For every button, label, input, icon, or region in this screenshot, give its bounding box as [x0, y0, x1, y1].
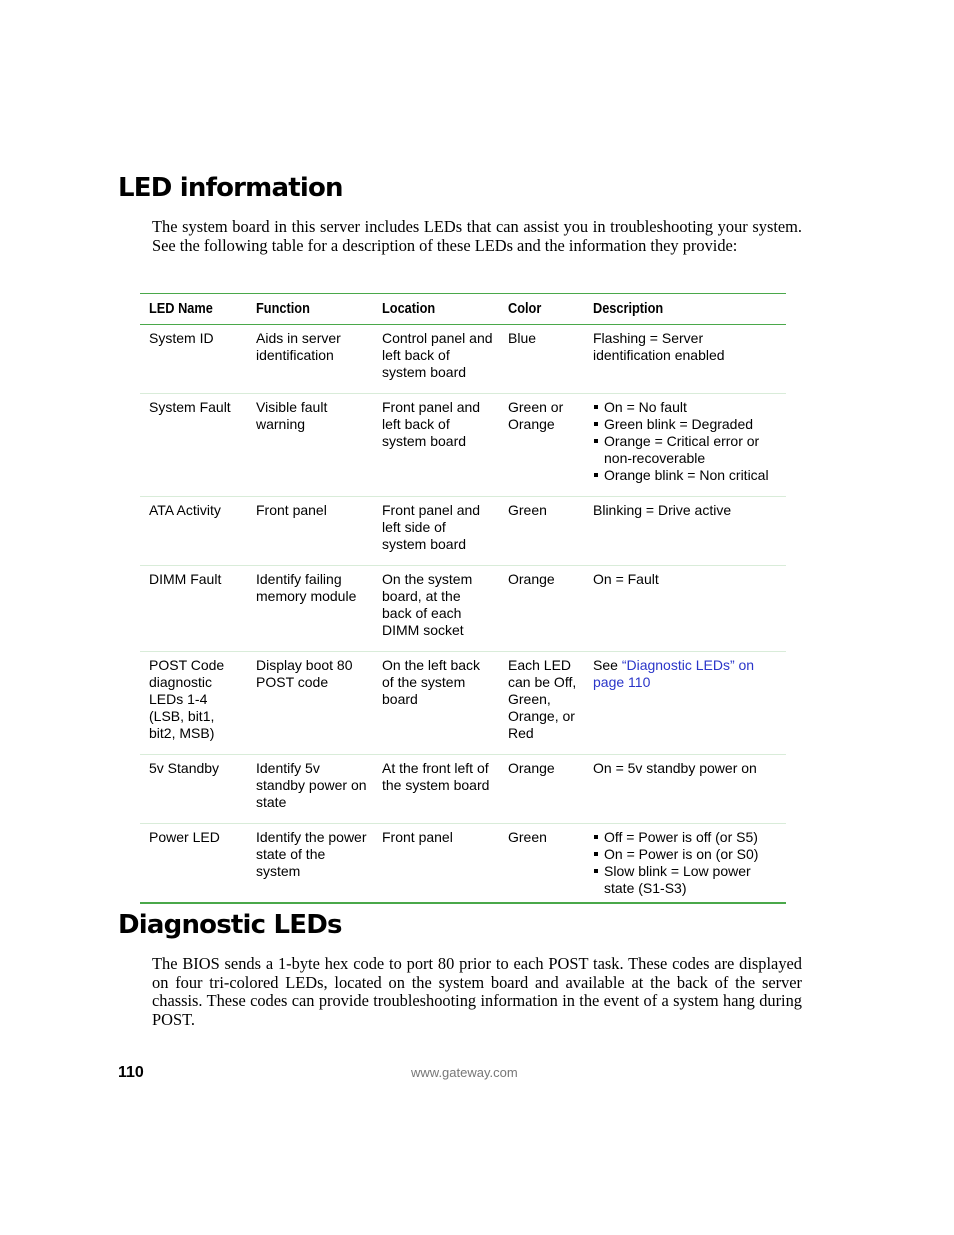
- cell-led-name: POST Code diagnostic LEDs 1-4 (LSB, bit1, bit2, MSB): [140, 652, 247, 755]
- header-description: Description: [584, 294, 786, 325]
- cell-location: Front panel and left back of system board: [373, 394, 499, 497]
- cell-function: Visible fault warning: [247, 394, 373, 497]
- bullet-item: Off = Power is off (or S5): [593, 829, 780, 846]
- bullet-item: Orange blink = Non critical: [593, 467, 780, 484]
- cell-location: Control panel and left back of system board: [373, 325, 499, 394]
- cell-location: Front panel: [373, 824, 499, 904]
- footer-url[interactable]: www.gateway.com: [411, 1065, 518, 1080]
- table-row: [140, 497, 786, 566]
- cell-function: Aids in server identification: [247, 325, 373, 394]
- table-row: [140, 566, 786, 652]
- cell-location: On the left back of the system board: [373, 652, 499, 755]
- cell-led-name: DIMM Fault: [140, 566, 247, 652]
- bullet-item: Green blink = Degraded: [593, 416, 780, 433]
- cell-description: Flashing = Server identification enabled: [584, 325, 786, 394]
- bullet-item: Orange = Critical error or non-recoverable: [593, 433, 780, 467]
- cell-description: On = 5v standby power on: [584, 755, 786, 824]
- cell-location: On the system board, at the back of each DIMM socket: [373, 566, 499, 652]
- table-row: [140, 394, 786, 497]
- bullet-item: On = No fault: [593, 399, 780, 416]
- cell-function: Display boot 80 POST code: [247, 652, 373, 755]
- cell-function: Identify the power state of the system: [247, 824, 373, 904]
- cell-color: Orange: [499, 566, 584, 652]
- cell-led-name: Power LED: [140, 824, 247, 904]
- section-heading-led-information: LED information: [118, 173, 343, 203]
- bullet-item: Slow blink = Low power state (S1-S3): [593, 863, 780, 897]
- cell-function: Identify failing memory module: [247, 566, 373, 652]
- description-bullet-list: [593, 399, 780, 484]
- cell-led-name: ATA Activity: [140, 497, 247, 566]
- cell-color: Green: [499, 497, 584, 566]
- cell-location: At the front left of the system board: [373, 755, 499, 824]
- description-bullet-list: [593, 829, 780, 897]
- bullet-item: On = Power is on (or S0): [593, 846, 780, 863]
- header-location: Location: [373, 294, 499, 325]
- table-row: [140, 824, 786, 904]
- see-prefix: See: [593, 657, 622, 673]
- cell-description: Blinking = Drive active: [584, 497, 786, 566]
- cell-led-name: 5v Standby: [140, 755, 247, 824]
- table-row: [140, 652, 786, 755]
- table-header-row: [140, 294, 786, 325]
- section-heading-diagnostic-leds: Diagnostic LEDs: [118, 910, 342, 940]
- cell-location: Front panel and left side of system board: [373, 497, 499, 566]
- table-row: [140, 325, 786, 394]
- led-table: [140, 293, 786, 904]
- intro-paragraph: The system board in this server includes LEDs that can assist you in troubleshooting your system. See the following table for a description of these LEDs and the information they provide:: [152, 217, 802, 255]
- header-led-name: LED Name: [140, 294, 247, 325]
- cell-led-name: System ID: [140, 325, 247, 394]
- cell-description: [584, 394, 786, 497]
- header-color: Color: [499, 294, 584, 325]
- table-row: [140, 755, 786, 824]
- cell-color: Blue: [499, 325, 584, 394]
- cell-function: Identify 5v standby power on state: [247, 755, 373, 824]
- cell-color: Green: [499, 824, 584, 904]
- cell-color: Green or Orange: [499, 394, 584, 497]
- cell-color: Orange: [499, 755, 584, 824]
- cell-description: [584, 652, 786, 755]
- diagnostic-leds-link[interactable]: “Diagnostic LEDs” on page 110: [593, 657, 755, 690]
- page-number: 110: [118, 1064, 144, 1081]
- cell-description: On = Fault: [584, 566, 786, 652]
- cell-function: Front panel: [247, 497, 373, 566]
- diagnostic-paragraph: The BIOS sends a 1-byte hex code to port 80 prior to each POST task. These codes are displayed on four tri-colored LEDs, located on the system board and available at the back of the server chassis. These codes can provide troubleshooting information in the event of a system hang during POST.: [152, 954, 802, 1030]
- cell-led-name: System Fault: [140, 394, 247, 497]
- cell-description: [584, 824, 786, 904]
- cell-color: Each LED can be Off, Green, Orange, or Red: [499, 652, 584, 755]
- header-function: Function: [247, 294, 373, 325]
